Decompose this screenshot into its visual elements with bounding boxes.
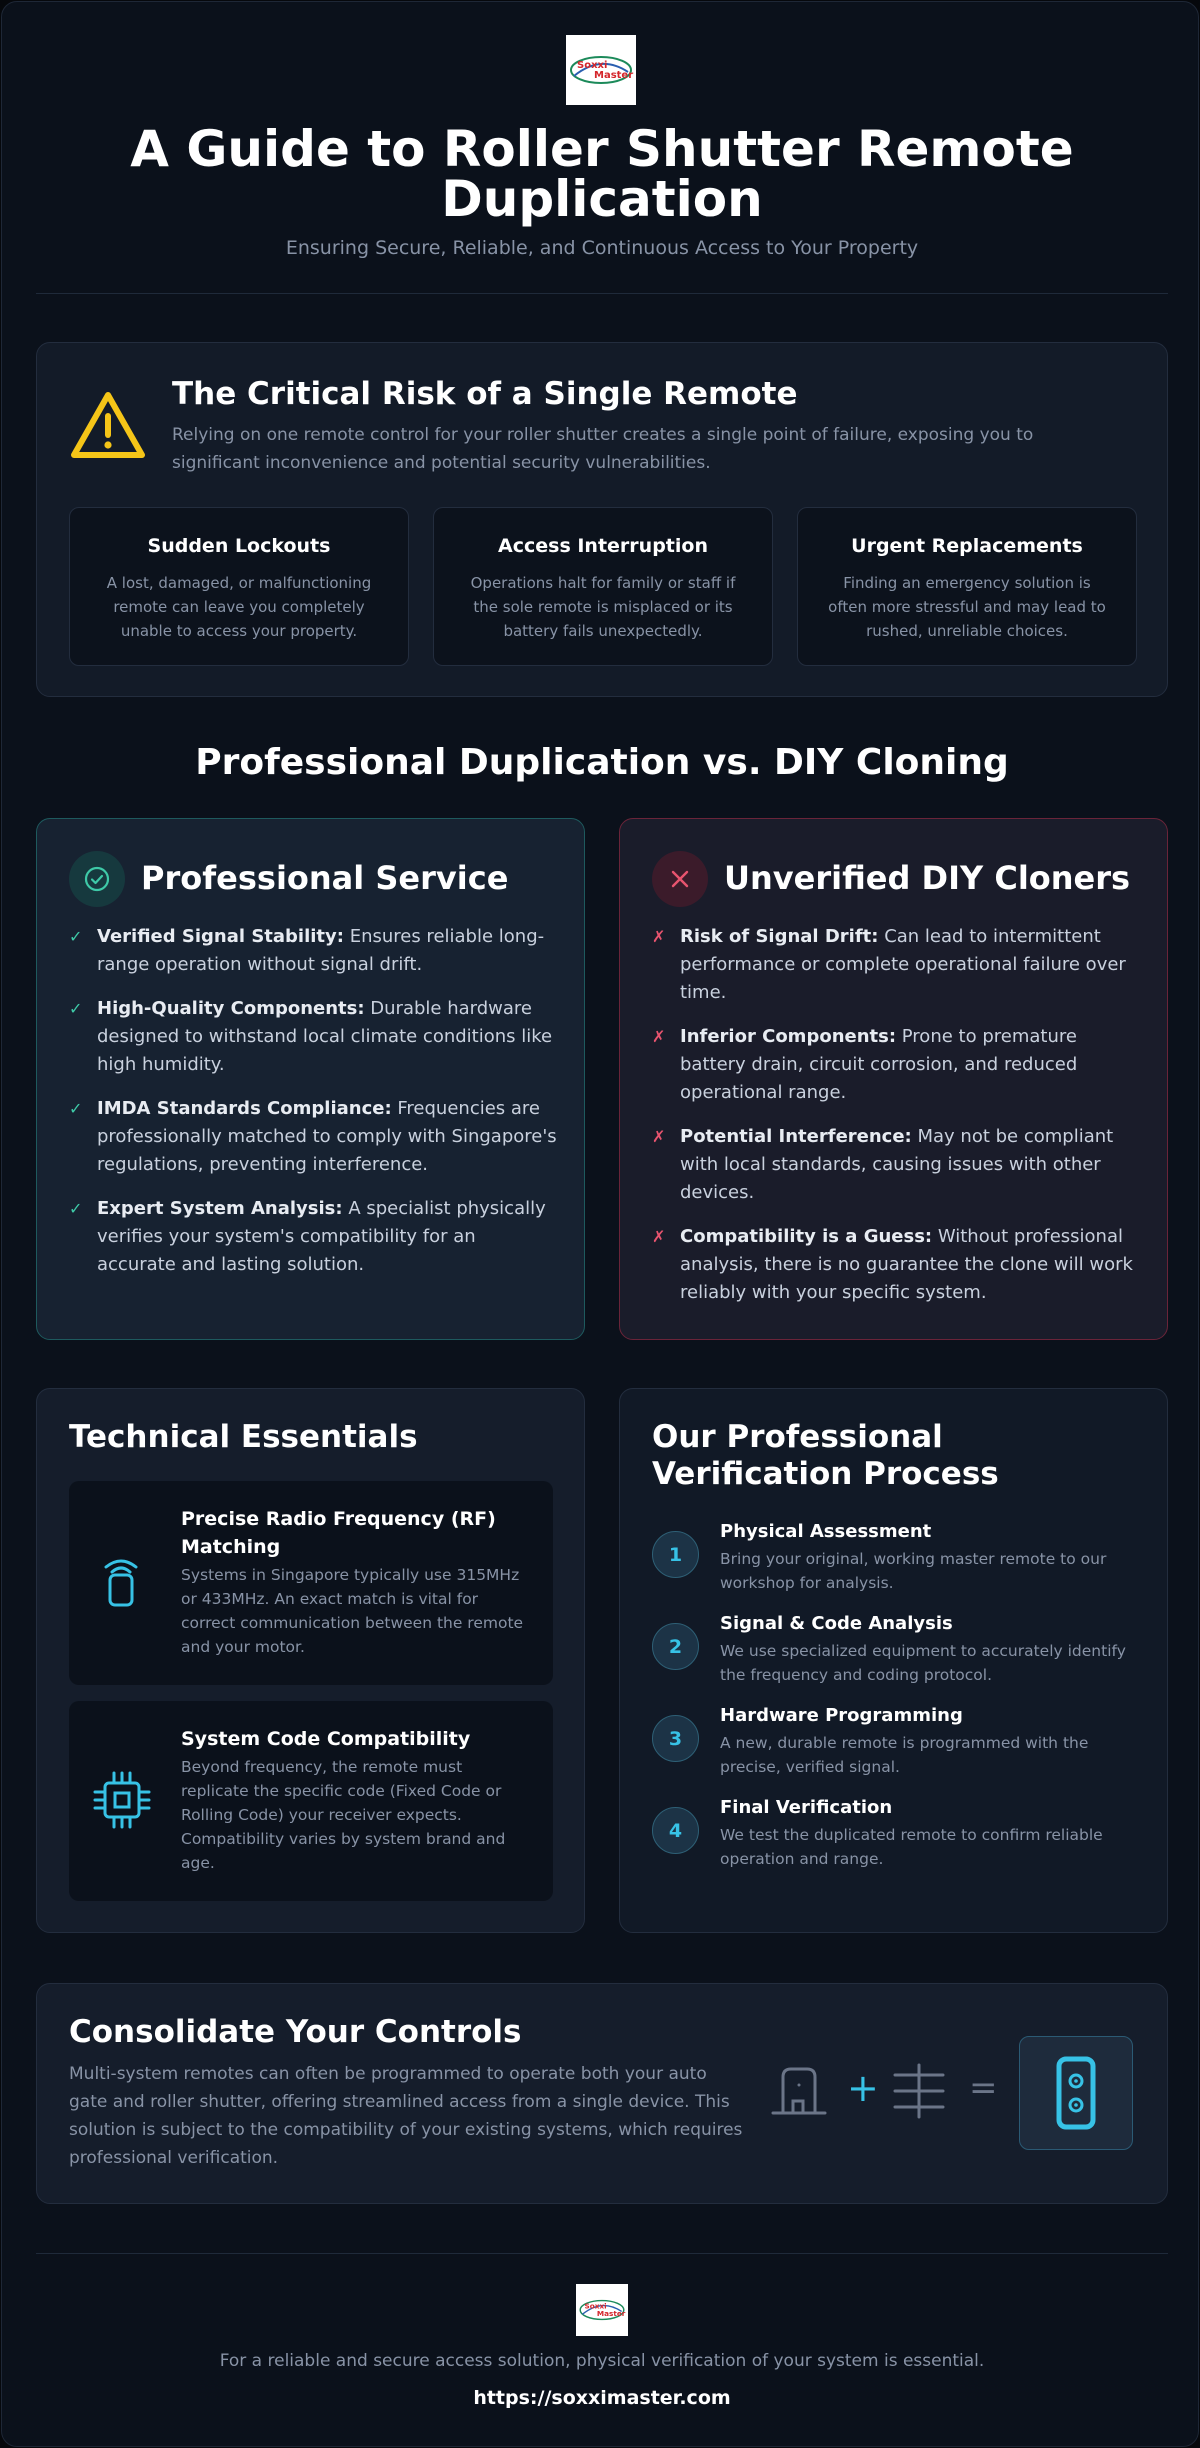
step-title: Final Verification <box>720 1797 893 1818</box>
step-number: 1 <box>652 1531 699 1578</box>
page-title: A Guide to Roller Shutter Remote Duplication <box>130 120 1074 228</box>
website-link[interactable]: https://soxximaster.com <box>473 2387 731 2409</box>
diy-cloners-card <box>619 818 1168 1340</box>
footer-text: For a reliable and secure access solution, physical verification of your system is essential. <box>219 2351 985 2371</box>
list-item <box>652 1223 1142 1307</box>
risk-item-text: A lost, damaged, or malfunctioning remote can leave you completely unable to access your property. <box>106 574 372 640</box>
consolidate-controls-card <box>36 1983 1168 2204</box>
svg-text:Soxxi: Soxxi <box>584 2301 607 2311</box>
check-mark-icon: ✓ <box>69 927 83 946</box>
risk-item-text: Finding an emergency solution is often more stressful and may lead to rushed, unreliable choices. <box>828 574 1106 640</box>
point-text: Can lead to intermittent performance or complete operational failure over time. <box>680 926 1126 1003</box>
risk-title: The Critical Risk of a Single Remote <box>172 376 798 412</box>
step-text: A new, durable remote is programmed with the precise, verified signal. <box>720 1734 1089 1776</box>
diy-risks-list <box>652 923 1142 1323</box>
x-icon <box>652 851 708 907</box>
risk-item-title: Urgent Replacements <box>851 535 1083 557</box>
step-text: We use specialized equipment to accurately identify the frequency and coding protocol. <box>720 1642 1126 1684</box>
header-divider <box>36 293 1168 294</box>
cross-mark-icon: ✗ <box>652 1227 666 1246</box>
step-number: 2 <box>652 1623 699 1670</box>
list-item <box>652 1023 1142 1107</box>
cross-mark-icon: ✗ <box>652 1027 666 1046</box>
list-item <box>652 1123 1142 1207</box>
risk-item-lockouts <box>69 507 409 666</box>
plus-sign: + <box>847 2066 879 2110</box>
soxxi-master-logo-small <box>576 2284 628 2336</box>
consolidate-description: Multi-system remotes can often be programmed to operate both your auto gate and roller shutter, offering streamlined access from a single device. This solution is subject to the compatibility of your existing systems, which requires professional verification. <box>69 2064 743 2168</box>
technical-essentials-card <box>36 1388 585 1933</box>
check-mark-icon: ✓ <box>69 1199 83 1218</box>
list-item <box>69 1095 559 1179</box>
point-text: Frequencies are professionally matched to comply with Singapore's regulations, preventing interference. <box>97 1098 557 1175</box>
remote-signal-icon <box>91 1551 151 1615</box>
step-title: Physical Assessment <box>720 1521 932 1542</box>
gate-icon <box>889 2061 949 2121</box>
infographic-page <box>1 1 1199 2447</box>
point-text: Without professional analysis, there is no guarantee the clone will work reliably with your specific system. <box>680 1226 1133 1303</box>
step-number: 3 <box>652 1715 699 1762</box>
list-item <box>69 995 559 1079</box>
tech-item-code-compatibility <box>69 1701 553 1901</box>
page-subtitle: Ensuring Secure, Reliable, and Continuous Access to Your Property <box>285 237 919 259</box>
risk-item-interruption <box>433 507 773 666</box>
shutter-door-icon <box>769 2061 829 2121</box>
comparison-title: Professional Duplication vs. DIY Cloning <box>195 742 1009 783</box>
professional-benefits-list <box>69 923 559 1295</box>
svg-text:Master: Master <box>594 70 634 81</box>
point-text: Durable hardware designed to withstand local climate conditions like high humidity. <box>97 998 553 1075</box>
point-text: Prone to premature battery drain, circuit corrosion, and reduced operational range. <box>680 1026 1078 1103</box>
soxxi-master-logo <box>566 35 636 105</box>
step-text: We test the duplicated remote to confirm reliable operation and range. <box>720 1826 1103 1868</box>
svg-text:Soxxi: Soxxi <box>577 60 608 71</box>
remote-control-icon <box>1019 2036 1133 2150</box>
process-step <box>652 1797 1142 1877</box>
point-label: IMDA Standards Compliance: <box>97 1098 392 1119</box>
cross-mark-icon: ✗ <box>652 927 666 946</box>
check-mark-icon: ✓ <box>69 1099 83 1118</box>
point-label: Verified Signal Stability: <box>97 926 344 947</box>
point-label: Risk of Signal Drift: <box>680 926 879 947</box>
process-step <box>652 1705 1142 1785</box>
point-text: May not be compliant with local standards, causing issues with other devices. <box>680 1126 1114 1203</box>
step-number: 4 <box>652 1807 699 1854</box>
list-item <box>652 923 1142 1007</box>
list-item <box>69 1195 559 1279</box>
point-label: Potential Interference: <box>680 1126 912 1147</box>
risk-item-title: Access Interruption <box>498 535 708 557</box>
point-label: Expert System Analysis: <box>97 1198 343 1219</box>
risk-item-text: Operations halt for family or staff if the sole remote is misplaced or its battery fails unexpectedly. <box>470 574 736 640</box>
point-label: High-Quality Components: <box>97 998 365 1019</box>
step-title: Signal & Code Analysis <box>720 1613 953 1634</box>
process-step <box>652 1521 1142 1601</box>
technical-title: Technical Essentials <box>69 1419 418 1455</box>
svg-text:Master: Master <box>596 2308 626 2318</box>
step-title: Hardware Programming <box>720 1705 963 1726</box>
tech-item-rf-matching <box>69 1481 553 1685</box>
chip-icon <box>91 1769 153 1835</box>
point-label: Inferior Components: <box>680 1026 897 1047</box>
verification-process-card <box>619 1388 1168 1933</box>
process-title: Our Professional Verification Process <box>652 1419 999 1492</box>
tech-item-text: Systems in Singapore typically use 315MHz or 433MHz. An exact match is vital for correct communication between the remote and your motor. <box>181 1566 524 1656</box>
step-text: Bring your original, working master remote to our workshop for analysis. <box>720 1550 1107 1592</box>
tech-item-title: System Code Compatibility <box>181 1728 471 1750</box>
professional-title: Professional Service <box>141 859 509 897</box>
warning-triangle-icon <box>69 389 147 465</box>
cross-mark-icon: ✗ <box>652 1127 666 1146</box>
risk-item-replacements <box>797 507 1137 666</box>
point-text: A specialist physically verifies your system's compatibility for an accurate and lasting solution. <box>97 1198 546 1275</box>
check-mark-icon: ✓ <box>69 999 83 1018</box>
risk-description: Relying on one remote control for your roller shutter creates a single point of failure, exposing you to significant inconvenience and potential security vulnerabilities. <box>172 425 1034 473</box>
process-step <box>652 1613 1142 1693</box>
tech-item-text: Beyond frequency, the remote must replicate the specific code (Fixed Code or Rolling Code) your receiver expects. Compatibility varies by system brand and age. <box>181 1758 506 1872</box>
consolidation-graphic <box>769 2036 1139 2151</box>
point-text: Ensures reliable long-range operation without signal drift. <box>97 926 545 975</box>
risk-item-title: Sudden Lockouts <box>147 535 331 557</box>
risk-section <box>36 342 1168 697</box>
consolidate-title: Consolidate Your Controls <box>69 2014 522 2050</box>
list-item <box>69 923 559 979</box>
diy-title: Unverified DIY Cloners <box>724 859 1131 897</box>
check-circle-icon <box>69 851 125 907</box>
tech-item-title: Precise Radio Frequency (RF) Matching <box>181 1508 496 1558</box>
professional-service-card <box>36 818 585 1340</box>
point-label: Compatibility is a Guess: <box>680 1226 933 1247</box>
footer-divider <box>36 2253 1168 2254</box>
equals-sign: = <box>969 2068 998 2108</box>
